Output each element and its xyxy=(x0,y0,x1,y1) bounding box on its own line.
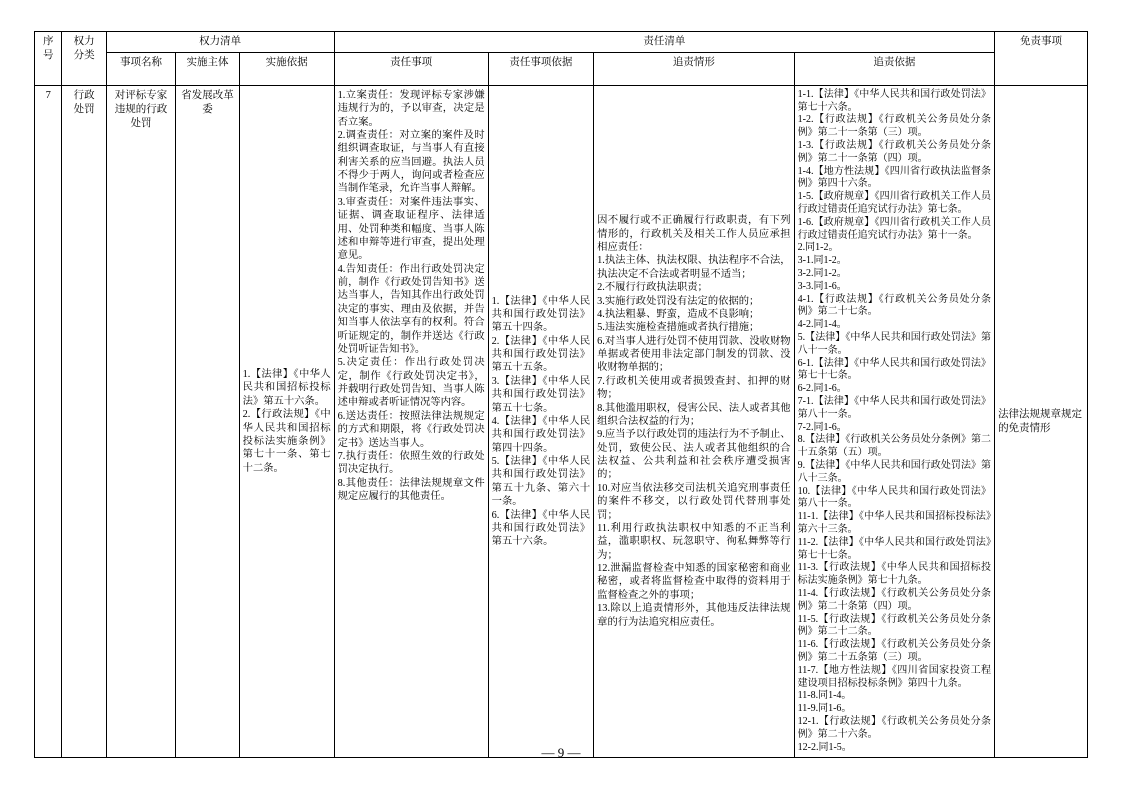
pursue-basis-item: 7-1.【法律】《中华人民共和国行政处罚法》第八十一条。 xyxy=(797,395,992,420)
cell-implementing-subject: 省发展改革委 xyxy=(176,85,239,757)
duty-matter-item: 5.决定责任：作出行政处罚决定，制作《行政处罚决定书》，并载明行政处罚告知、当事人陈述申辩或者听证情况等内容。 xyxy=(337,357,485,409)
table-header-sub-row xyxy=(35,52,1088,85)
pursue-basis-item: 1-1.【法律】《中华人民共和国行政处罚法》第七十六条。 xyxy=(797,88,992,113)
pursue-basis-item: 11-9.同1-6。 xyxy=(797,703,852,715)
pursue-situation-item: 7.行政机关使用或者损毁查封、扣押的财物； xyxy=(597,375,791,401)
implementing-basis-item: 2.【行政法规】《中华人民共和国招标投标法实施条例》第七十一条、第七十二条。 xyxy=(242,409,331,474)
header-classification xyxy=(62,32,106,86)
cell-classification-line2: 处罚 xyxy=(73,103,95,115)
pursue-situation-item: 12.泄漏监督检查中知悉的国家秘密和商业秘密，或者将监督检查中取得的资料用于监督检查之外的事项； xyxy=(597,563,791,601)
cell-seq: 7 xyxy=(35,85,62,757)
duty-basis-item: 2.【法律】《中华人民共和国行政处罚法》第五十五条。 xyxy=(491,335,591,374)
pursue-basis-item: 2.同1-2。 xyxy=(797,242,839,254)
header-seq xyxy=(35,32,62,86)
pursue-situation-item: 2.不履行行政执法职责； xyxy=(597,282,708,294)
pursue-basis-item: 8.【法律】《行政机关公务员处分条例》第二十五条第（五）项。 xyxy=(797,434,992,459)
pursue-situation-item: 8.其他滥用职权，侵害公民、法人或者其他组织合法权益的行为； xyxy=(597,402,791,427)
duty-matters-list xyxy=(338,89,485,504)
pursue-situation-item: 10.对应当依法移交司法机关追究刑事责任的案件不移交，以行政处罚代替刑事处罚； xyxy=(597,482,791,521)
duty-matter-item: 8.其他责任：法律法规规章文件规定应履行的其他责任。 xyxy=(337,477,485,503)
duty-matter-item: 7.执行责任：依照生效的行政处罚决定执行。 xyxy=(337,450,485,476)
pursue-basis-item: 11-1.【法律】《中华人民共和国招标投标法》第六十三条。 xyxy=(797,511,992,535)
cell-classification-line1: 行政 xyxy=(73,89,95,101)
power-duty-list-table xyxy=(34,31,1088,758)
cell-pursue-situation xyxy=(594,85,794,757)
pursue-basis-item: 11-5.【行政法规】《行政机关公务员处分条例》第二十二条。 xyxy=(797,613,992,638)
implementing-basis-list xyxy=(243,368,331,475)
pursue-basis-item: 3-3.同1-6。 xyxy=(797,280,847,292)
header-pursue-situation: 追责情形 xyxy=(594,52,794,85)
pursue-basis-item: 6-1.【法律】《中华人民共和国行政处罚法》第七十七条。 xyxy=(797,357,992,382)
cell-classification xyxy=(62,85,106,757)
pursue-basis-item: 9.【法律】《中华人民共和国行政处罚法》第八十三条。 xyxy=(797,459,992,484)
pursue-basis-item: 12-1.【行政法规】《行政机关公务员处分条例》第二十六条。 xyxy=(797,715,992,740)
header-duty-basis: 责任事项依据 xyxy=(488,52,594,85)
header-classification-line1: 权力 xyxy=(73,36,95,47)
duty-basis-item: 1.【法律】《中华人民共和国行政处罚法》第五十四条。 xyxy=(491,295,591,334)
pursue-basis-item: 3-1.同1-2。 xyxy=(797,255,847,267)
cell-duty-matters xyxy=(334,85,488,757)
pursue-basis-item: 6-2.同1-6。 xyxy=(797,383,847,395)
pursue-basis-item: 10.【法律】《中华人民共和国行政处罚法》第八十一条。 xyxy=(797,485,992,510)
cell-pursue-basis xyxy=(794,85,994,757)
cell-item-name: 对评标专家违规的行政处罚 xyxy=(106,85,176,757)
header-seq-line1: 序 xyxy=(42,36,54,47)
pursue-basis-item: 11-8.同1-4。 xyxy=(797,690,852,702)
pursue-situation-list xyxy=(597,214,790,629)
duty-matter-item: 1.立案责任：发现评标专家涉嫌违规行为的，予以审查，决定是否立案。 xyxy=(337,89,485,128)
pursue-basis-item: 3-2.同1-2。 xyxy=(797,268,847,280)
pursue-situation-item: 5.违法实施检查措施或者执行措施； xyxy=(597,322,760,334)
header-group-power-list: 权力清单 xyxy=(106,32,334,53)
pursue-situation-item: 11.利用行政执法职权中知悉的不正当利益，滥职职权、玩忽职守、徇私舞弊等行为； xyxy=(597,522,791,561)
table-header-group-row xyxy=(35,32,1088,53)
pursue-basis-item: 1-2.【行政法规】《行政机关公务员处分条例》第二十一条第（三）项。 xyxy=(797,114,992,139)
pursue-situation-item: 6.对当事人进行处罚不使用罚款、没收财物单据或者使用非法定部门制发的罚款、没收财物单据的； xyxy=(597,335,791,374)
implementing-basis-item: 1.【法律】《中华人民共和国招标投标法》第五十六条。 xyxy=(242,369,331,407)
pursue-situation-item: 3.实施行政处罚没有法定的依据的； xyxy=(597,295,760,307)
header-duty-matters: 责任事项 xyxy=(334,52,488,85)
header-group-duty-list: 责任清单 xyxy=(334,32,994,53)
duty-basis-item: 5.【法律】《中华人民共和国行政处罚法》第五十九条、第六十一条。 xyxy=(491,456,591,508)
duty-basis-list xyxy=(492,295,591,549)
pursue-situation-item: 4.执法粗暴、野蛮，造成不良影响； xyxy=(597,308,760,320)
cell-implementing-basis xyxy=(239,85,334,757)
cell-exempt-matters: 法律法规规章规定的免责情形 xyxy=(995,85,1088,757)
pursue-basis-item: 11-3.【行政法规】《中华人民共和国招标投标法实施条例》第七十九条。 xyxy=(797,562,992,587)
header-seq-line2: 号 xyxy=(42,49,54,61)
header-item-name: 事项名称 xyxy=(106,52,176,85)
duty-basis-item: 4.【法律】《中华人民共和国行政处罚法》第四十四条。 xyxy=(491,415,591,454)
duty-matter-item: 4.告知责任：作出行政处罚决定前，制作《行政处罚告知书》送达当事人，告知其作出行政处罚决定的事实、理由及依据，并告知当事人依法享有的权利。符合听证规定的，制作并送达《行政处罚听证告知书》。 xyxy=(337,263,485,355)
pursue-basis-item: 7-2.同1-6。 xyxy=(797,421,847,433)
pursue-basis-item: 5.【法律】《中华人民共和国行政处罚法》第八十一条。 xyxy=(797,332,992,356)
duty-matter-item: 3.审查责任：对案件违法事实、证据、调查取证程序、法律适用、处罚种类和幅度、当事人陈述和申辩等进行审查，提出处理意见。 xyxy=(337,196,485,262)
pursue-basis-item: 4-2.同1-4。 xyxy=(797,319,847,331)
pursue-situation-item: 13.除以上追责情形外，其他违反法律法规章的行为法追究相应责任。 xyxy=(597,603,791,628)
pursue-basis-item: 11-7.【地方性法规】《四川省国家投资工程建设项目招标投标条例》第四十九条。 xyxy=(797,664,992,689)
pursue-basis-item: 4-1.【行政法规】《行政机关公务员处分条例》第二十七条。 xyxy=(797,293,992,318)
pursue-basis-item: 12-2.同1-5。 xyxy=(797,741,852,753)
pursue-situation-item: 9.应当予以行政处罚的违法行为不予制止、处罚，致使公民、法人或者其他组织的合法权益、公共利益和社会秩序遭受损害的； xyxy=(597,429,791,481)
header-implementing-subject: 实施主体 xyxy=(176,52,239,85)
duty-matter-item: 6.送达责任：按照法律法规规定的方式和期限，将《行政处罚决定书》送达当事人。 xyxy=(337,410,485,449)
pursue-basis-item: 1-3.【行政法规】《行政机关公务员处分条例》第二十一条第（四）项。 xyxy=(797,140,992,164)
pursue-basis-item: 11-2.【法律】《中华人民共和国行政处罚法》第七十七条。 xyxy=(797,536,992,561)
table-row xyxy=(35,85,1088,757)
pursue-basis-item: 1-5.【政府规章】《四川省行政机关工作人员行政过错责任追究试行办法》第七条。 xyxy=(797,191,992,216)
pursue-basis-list xyxy=(798,89,991,754)
duty-basis-item: 3.【法律】《中华人民共和国行政处罚法》第五十七条。 xyxy=(491,375,591,414)
pursue-basis-item: 11-6.【行政法规】《行政机关公务员处分条例》第二十五条第（三）项。 xyxy=(797,639,992,663)
duty-matter-item: 2.调查责任：对立案的案件及时组织调查取证，与当事人有直接利害关系的应当回避。执法人员不得少于两人，询问或者检查应当制作笔录，允许当事人辩解。 xyxy=(337,129,485,195)
pursue-basis-item: 11-4.【行政法规】《行政机关公务员处分条例》第二十条第（四）项。 xyxy=(797,587,992,612)
cell-duty-basis xyxy=(488,85,594,757)
pursue-situation-item: 1.执法主体、执法权限、执法程序不合法，执法决定不合法或者明显不适当； xyxy=(597,255,791,280)
pursue-situation-item: 因不履行或不正确履行行政职责，有下列情形的，行政机关及相关工作人员应承担相应责任： xyxy=(597,215,791,254)
duty-basis-item: 6.【法律】《中华人民共和国行政处罚法》第五十六条。 xyxy=(491,509,591,548)
header-pursue-basis: 追责依据 xyxy=(794,52,994,85)
header-classification-line2: 分类 xyxy=(73,49,95,61)
pursue-basis-item: 1-4.【地方性法规】《四川省行政执法监督条例》第四十六条。 xyxy=(797,165,992,190)
pursue-basis-item: 1-6.【政府规章】《四川省行政机关工作人员行政过错责任追究试行办法》第十一条。 xyxy=(797,216,992,241)
header-exempt-matters: 免责事项 xyxy=(995,32,1088,86)
header-implementing-basis: 实施依据 xyxy=(239,52,334,85)
page-footer: — 9 — xyxy=(541,745,581,760)
